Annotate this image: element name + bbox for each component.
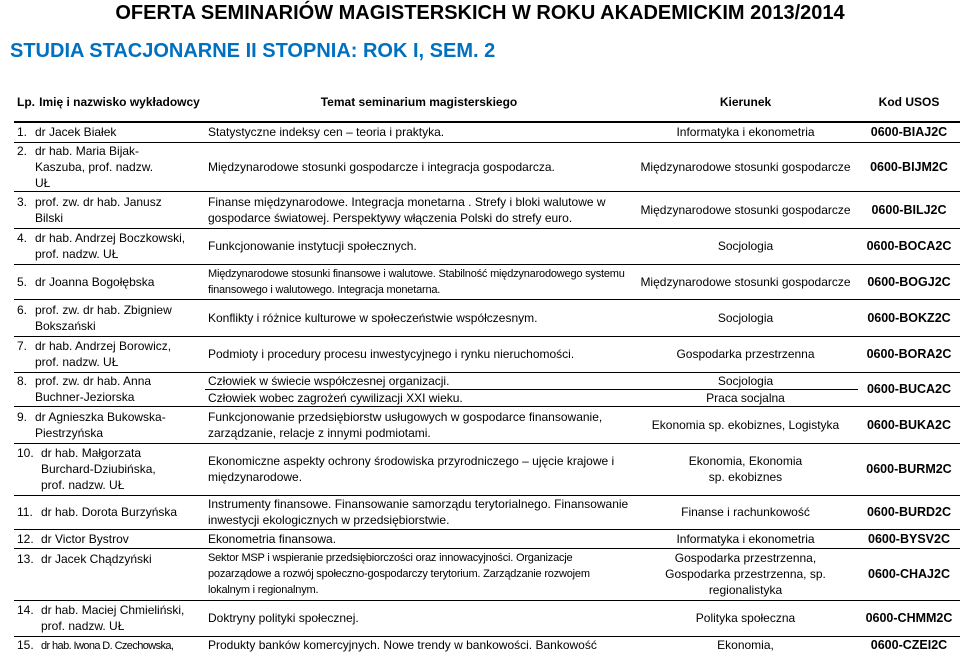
table-row <box>14 191 960 228</box>
table-row <box>14 548 960 600</box>
table-row <box>14 336 960 372</box>
header-kierunek: Kierunek <box>633 82 858 122</box>
seminar-topic: Statystyczne indeksy cen – teoria i praktyka. <box>205 122 633 142</box>
seminar-topic: Człowiek w świecie współczesnej organizacji. <box>205 372 633 389</box>
seminar-topic: Funkcjonowanie przedsiębiorstw usługowych w gospodarce finansowanie, zarządzanie, relacje z innymi podmiotami. <box>205 406 633 443</box>
table-row <box>14 443 960 495</box>
usos-code: 0600-BUCA2C <box>858 372 960 406</box>
seminar-topic: Międzynarodowe stosunki finansowe i walutowe. Stabilność międzynarodowego systemu finansowego i walutowego. Integracja monetarna. <box>205 264 633 299</box>
usos-code: 0600-BOCA2C <box>858 228 960 264</box>
field-of-study: Praca socjalna <box>633 389 858 406</box>
field-of-study: Socjologia <box>633 299 858 336</box>
row-number: 14. <box>17 603 34 617</box>
table-row <box>14 372 960 389</box>
row-number: 2. <box>17 143 28 158</box>
usos-code: 0600-BYSV2C <box>858 529 960 548</box>
field-of-study: Ekonomia sp. ekobiznes, Logistyka <box>633 406 858 443</box>
table-row <box>14 600 960 636</box>
field-of-study: Gospodarka przestrzenna <box>633 336 858 372</box>
seminar-topic: Finanse międzynarodowe. Integracja monetarna . Strefy i bloki walutowe w gospodarce światowej. Perspektywy włączenia Polski do strefy euro. <box>205 191 633 228</box>
usos-code: 0600-CHMM2C <box>858 600 960 636</box>
table-row <box>14 142 960 191</box>
table-row <box>14 495 960 529</box>
usos-code: 0600-BIJM2C <box>858 142 960 191</box>
seminar-topic: Człowiek wobec zagrożeń cywilizacji XXI wieku. <box>205 389 633 406</box>
field-of-study: Międzynarodowe stosunki gospodarcze <box>633 191 858 228</box>
row-number: 5. <box>17 274 28 289</box>
table-header-row <box>14 82 960 122</box>
row-number: 3. <box>17 194 28 209</box>
page-subtitle: STUDIA STACJONARNE II STOPNIA: ROK I, SEM. 2 <box>10 40 496 62</box>
table-row <box>14 529 960 548</box>
table-row <box>14 406 960 443</box>
field-of-study: Ekonomia, <box>633 636 858 654</box>
row-number: 12. <box>17 531 34 546</box>
seminar-topic: Ekonomiczne aspekty ochrony środowiska przyrodniczego – ujęcie krajowe i międzynarodowe. <box>205 443 633 495</box>
lecturer-name: dr Agnieszka Bukowska-Piestrzyńska <box>35 409 166 440</box>
header-lp: Lp. <box>14 82 34 122</box>
seminar-topic: Ekonometria finansowa. <box>205 529 633 548</box>
usos-code: 0600-BOGJ2C <box>858 264 960 299</box>
row-number: 1. <box>17 125 28 140</box>
table-row <box>14 122 960 142</box>
row-number: 10. <box>17 446 34 460</box>
field-of-study: Polityka społeczna <box>633 600 858 636</box>
lecturer-name: dr hab. Maria Bijak-Kaszuba, prof. nadzw. UŁ <box>35 143 154 190</box>
field-of-study: Międzynarodowe stosunki gospodarcze <box>633 142 858 191</box>
row-number: 7. <box>17 339 28 353</box>
page-title: OFERTA SEMINARIÓW MAGISTERSKICH W ROKU AKADEMICKIM 2013/2014 <box>115 2 845 24</box>
row-number: 11. <box>17 505 33 519</box>
table-row <box>14 264 960 299</box>
seminar-topic: Sektor MSP i wspieranie przedsiębiorczości oraz innowacyjności. Organizacje pozarządowe a rozwój społeczno-gospodarczy terytorium. Zarządzanie rozwojem lokalnym i regionalnym. <box>205 548 633 600</box>
seminar-topic: Podmioty i procedury procesu inwestycyjnego i rynku nieruchomości. <box>205 336 633 372</box>
row-number: 4. <box>17 231 28 245</box>
row-number: 6. <box>17 302 28 317</box>
field-of-study: Ekonomia, Ekonomia sp. ekobiznes <box>633 443 858 495</box>
lecturer-name: dr Jacek Białek <box>35 125 117 140</box>
seminar-topic: Międzynarodowe stosunki gospodarcze i integracja gospodarcza. <box>205 142 633 191</box>
lecturer-name: dr hab. Andrzej Boczkowski, prof. nadzw. UŁ <box>35 231 186 261</box>
usos-code: 0600-BORA2C <box>858 336 960 372</box>
lecturer-name: dr hab. Dorota Burzyńska <box>41 505 178 519</box>
usos-code: 0600-BOKZ2C <box>858 299 960 336</box>
usos-code: 0600-BUKA2C <box>858 406 960 443</box>
lecturer-name: dr Victor Bystrov <box>41 531 129 546</box>
lecturer-name: dr hab. Andrzej Borowicz, prof. nadzw. UŁ <box>35 339 172 369</box>
row-number: 13. <box>17 551 34 566</box>
header-topic: Temat seminarium magisterskiego <box>205 82 633 122</box>
usos-code: 0600-BURD2C <box>858 495 960 529</box>
field-of-study: Informatyka i ekonometria <box>633 122 858 142</box>
usos-code: 0600-BILJ2C <box>858 191 960 228</box>
usos-code: 0600-CHAJ2C <box>858 548 960 600</box>
table-row <box>14 228 960 264</box>
seminar-topic: Produkty banków komercyjnych. Nowe trendy w bankowości. Bankowość <box>205 636 633 654</box>
row-number: 15. <box>17 637 34 652</box>
seminar-topic: Instrumenty finansowe. Finansowanie samorządu terytorialnego. Finansowanie inwestycji ekologicznych w przedsiębiorstwie. <box>205 495 633 529</box>
header-kod: Kod USOS <box>858 82 960 122</box>
seminar-table <box>14 82 960 654</box>
lecturer-name: prof. zw. dr hab. Janusz Bilski <box>35 194 162 225</box>
row-number: 8. <box>17 374 28 388</box>
row-number: 9. <box>17 409 28 424</box>
lecturer-name: dr hab. Iwona D. Czechowska, <box>41 639 174 652</box>
field-of-study: Informatyka i ekonometria <box>633 529 858 548</box>
field-of-study: Finanse i rachunkowość <box>633 495 858 529</box>
usos-code: 0600-BIAJ2C <box>858 122 960 142</box>
lecturer-name: dr hab. Maciej Chmieliński, prof. nadzw. UŁ <box>41 603 185 633</box>
lecturer-name: dr Joanna Bogołębska <box>35 274 155 289</box>
header-name: Imię i nazwisko wykładowcy <box>34 82 205 122</box>
field-of-study: Socjologia <box>633 372 858 389</box>
field-of-study: Gospodarka przestrzenna, Gospodarka przestrzenna, sp. regionalistyka <box>633 548 858 600</box>
usos-code: 0600-CZEI2C <box>858 636 960 654</box>
seminar-topic: Doktryny polityki społecznej. <box>205 600 633 636</box>
table-row <box>14 636 960 654</box>
seminar-topic: Funkcjonowanie instytucji społecznych. <box>205 228 633 264</box>
field-of-study: Międzynarodowe stosunki gospodarcze <box>633 264 858 299</box>
lecturer-name: prof. zw. dr hab. Zbigniew Bokszański <box>35 302 172 333</box>
table-row <box>14 299 960 336</box>
seminar-topic: Konflikty i różnice kulturowe w społeczeństwie współczesnym. <box>205 299 633 336</box>
usos-code: 0600-BURM2C <box>858 443 960 495</box>
lecturer-name: prof. zw. dr hab. Anna Buchner-Jeziorska <box>35 374 152 404</box>
field-of-study: Socjologia <box>633 228 858 264</box>
lecturer-name: dr Jacek Chądzyński <box>41 551 152 566</box>
lecturer-name: dr hab. Małgorzata Burchard-Dziubińska, prof. nadzw. UŁ <box>41 446 156 492</box>
